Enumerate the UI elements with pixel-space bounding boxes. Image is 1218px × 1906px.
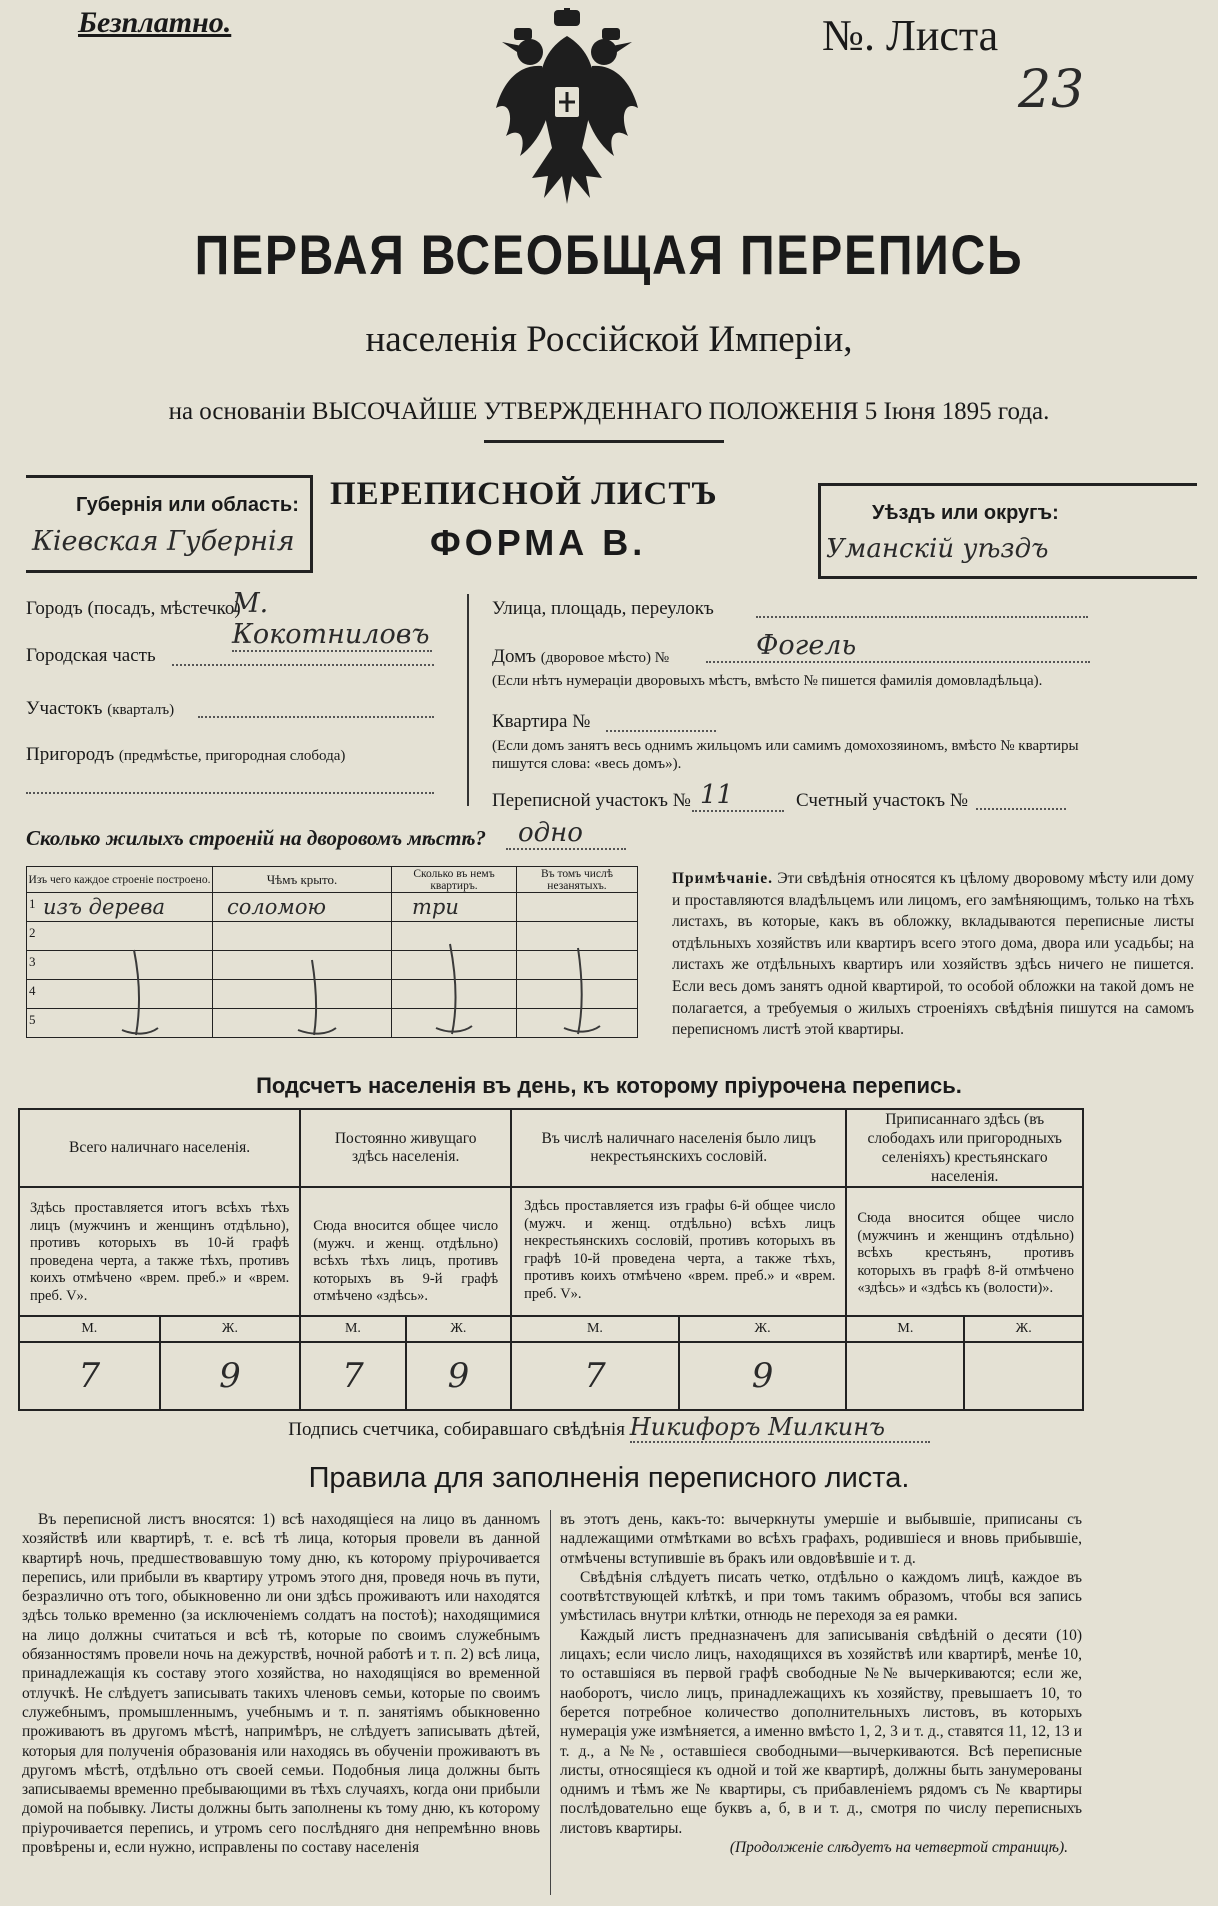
rules-paragraph: въ этотъ день, какъ-то: вычеркнуты умершіе и выбывшіе, приписаны съ надлежащими отмѣтками во всѣхъ графахъ, родившіеся и вновь прибывшіе, отмѣчены вступившіе въ бракъ или овдовѣвшіе и т. д.	[560, 1511, 1082, 1567]
table-row: 2	[27, 922, 638, 951]
buildings-header-vacant: Въ томъ числѣ незанятыхъ.	[517, 867, 638, 893]
legal-basis: на основаніи ВЫСОЧАЙШЕ УТВЕРЖДЕННАГО ПОЛОЖЕНІЯ 5 Іюня 1895 года.	[168, 398, 1050, 425]
total-female-cell[interactable]: 9	[160, 1342, 301, 1410]
female-header: Ж.	[160, 1316, 301, 1342]
female-header: Ж.	[679, 1316, 847, 1342]
district-value[interactable]: Уманскій уѣздъ	[826, 534, 1049, 564]
house-label: Домъ (дворовое мѣсто) №	[492, 646, 670, 667]
peasant-female-cell[interactable]	[964, 1342, 1083, 1410]
building-material-cell[interactable]: изъ дерева	[43, 895, 166, 919]
suburb-field[interactable]	[26, 780, 434, 794]
city-part-field[interactable]	[172, 648, 434, 666]
female-header: Ж.	[964, 1316, 1083, 1342]
district-label: Уѣздъ или округъ:	[872, 502, 1059, 524]
free-label: Безплатно.	[78, 6, 232, 39]
table-row: 1 изъ дерева соломою три	[27, 893, 638, 922]
summary-title: Подсчетъ населенія въ день, къ которому пріурочена перепись.	[256, 1073, 962, 1098]
buildings-header-material: Изъ чего каждое строеніе построено.	[27, 867, 213, 893]
street-field[interactable]	[756, 600, 1088, 618]
summary-text-nonpeasant: Здѣсь проставляется изъ графы 6-й общее число (мужч. и женщ. отдѣльно) всѣхъ лицъ некрестьянскихъ сословій, противъ которыхъ въ графѣ 10-й проведена черта, а также тѣхъ, противъ коихъ отмѣчено «врем. преб.» и «врем. преб. V».	[511, 1187, 846, 1316]
summary-heading-nonpeasant: Въ числѣ наличнаго населенія было лицъ некрестьянскихъ сословій.	[511, 1109, 846, 1187]
district-box	[818, 483, 1197, 579]
province-value[interactable]: Кіевская Губернія	[32, 526, 295, 557]
male-header: М.	[19, 1316, 160, 1342]
house-value[interactable]: Фогель	[706, 630, 1090, 663]
rules-column-1: Въ переписной листъ вносятся: 1) всѣ находящіеся на лицо въ данномъ хозяйствѣ или квартирѣ, т. е. всѣ тѣ лица, которыя провели въ данной квартирѣ ночь, предшествовавшую тому дню, къ которому пріурочивается перепись, или прибыли въ квартиру утромъ этого дня, проведя ночь въ пути, безразлично отъ того, обыкновенно ли они здѣсь проживаютъ или находятся здѣсь только временно (за исключеніемъ солдатъ на постоѣ); находящимися на лицо должны считаться и всѣ тѣ, которые по своимъ служебнымъ обязанностямъ провели ночь на дежурствѣ, ночной работѣ и т. п. 2) всѣ лица, принадлежащія къ составу этого хозяйства, но находящіяся во временной отлучкѣ. Не слѣдуетъ записывать такихъ членовъ семьи, которые по своимъ служебнымъ, промышленнымъ, учебнымъ и т. п. занятіямъ обыкновенно проживаютъ въ другомъ мѣстѣ, напримѣръ, не слѣдуетъ записывать дѣтей, которыя для полученія образованія или находясь въ обученіи проживаютъ въ другомъ мѣстѣ, отдѣльно отъ своей семьи. Подобныя лица должны быть записываемы временно пребывающими въ тѣхъ случаяхъ, когда они прибыли домой на побывку. Листы должны быть заполнены къ тому дню, къ которому пріурочивается перепись, и утромъ сего послѣдняго дня непремѣнно вновь провѣрены и, если нужно, исправлены по составу населенія	[22, 1511, 540, 1857]
precinct-field[interactable]	[198, 700, 434, 718]
form-title: ПЕРЕПИСНОЙ ЛИСТЪ	[330, 476, 718, 512]
buildings-answer[interactable]: одно	[506, 818, 626, 850]
building-vacant-cell[interactable]	[517, 893, 638, 922]
rules-continued: (Продолженіе слѣдуетъ на четвертой страницѣ).	[729, 1839, 1068, 1857]
signature-value[interactable]: Никифоръ Милкинъ	[630, 1413, 930, 1443]
total-male-cell[interactable]: 7	[19, 1342, 160, 1410]
pencil-strike-marks	[26, 930, 638, 1050]
table-row: 3	[27, 951, 638, 980]
apartment-note: (Если домъ занятъ весь однимъ жильцомъ или самимъ домохозяиномъ, вмѣсто № квартиры пишутся слова: «весь домъ»).	[492, 738, 1079, 772]
buildings-header-roof: Чѣмъ крыто.	[213, 867, 392, 893]
rules-title: Правила для заполненія переписного листа.	[308, 1462, 910, 1494]
male-header: М.	[511, 1316, 679, 1342]
rules-column-2	[560, 1510, 1082, 1857]
table-row: 5	[27, 1009, 638, 1038]
location-separator	[467, 594, 469, 806]
sub-title: населенія Россійской Имперіи,	[365, 319, 853, 360]
buildings-question: Сколько жилыхъ строеній на дворовомъ мѣстѣ?	[26, 826, 487, 850]
suburb-label: Пригородъ (предмѣстье, пригородная слобода)	[26, 744, 346, 765]
street-label: Улица, площадь, переулокъ	[492, 598, 714, 619]
form-subtitle: ФОРМА В.	[430, 522, 647, 563]
building-roof-cell[interactable]: соломою	[213, 893, 392, 922]
province-label: Губернія или область:	[76, 494, 299, 516]
female-header: Ж.	[406, 1316, 511, 1342]
summary-text-peasant: Сюда вносится общее число (мужчинъ и женщинъ отдѣльно) всѣхъ крестьянъ, противъ которыхъ въ графѣ 8-й отмѣчено «здѣсь» и «здѣсь къ (волости)».	[846, 1187, 1083, 1316]
male-header: М.	[300, 1316, 405, 1342]
buildings-note: Примѣчаніе. Эти свѣдѣнія относятся къ цѣлому дворовому мѣсту или дому и проставляются владѣльцемъ или лицомъ, его замѣняющимъ, только на тѣхъ листахъ, въ которые, какъ въ обложку, вкладываются переписные листы отдѣльныхъ хозяйствъ или квартиръ всего этого дома, двора или усадьбы; на листахъ же отдѣльныхъ квартиръ или хозяйствъ здѣсь ничего не пишется. Если весь домъ занятъ одной квартирой, то особой обложки на такой домъ не полагается, а требуемыя о жилыхъ строеніяхъ свѣдѣнія пишутся на самомъ переписномъ листѣ этой квартиры.	[672, 870, 1194, 1039]
town-label: Городъ (посадъ, мѣстечко)	[26, 598, 241, 619]
signature-label: Подпись счетчика, собиравшаго свѣдѣнія	[288, 1419, 625, 1440]
nonpeasant-male-cell[interactable]: 7	[511, 1342, 679, 1410]
buildings-header-apartments: Сколько въ немъ квартиръ.	[392, 867, 517, 893]
precinct-label: Участокъ (кварталъ)	[26, 698, 175, 719]
rules-paragraph: Свѣдѣнія слѣдуетъ писать четко, отдѣльно о каждомъ лицѣ, каждое въ соотвѣтствующей клѣткѣ, и при томъ такимъ образомъ, чтобы вся запись умѣстилась внутри клѣтки, отнюдь не переходя за ея рамки.	[560, 1568, 1082, 1625]
resident-male-cell[interactable]: 7	[300, 1342, 405, 1410]
peasant-male-cell[interactable]	[846, 1342, 964, 1410]
apartment-field[interactable]	[606, 714, 716, 732]
province-box	[26, 475, 313, 573]
summary-table	[18, 1108, 1084, 1411]
sheet-number-handwritten: 23	[1018, 60, 1085, 120]
main-title: ПЕРВАЯ ВСЕОБЩАЯ ПЕРЕПИСЬ	[194, 223, 1024, 286]
rules-paragraph: Каждый листъ предназначенъ для записыванія свѣдѣній о десяти (10) лицахъ; если число лицъ, находящихся въ хозяйствѣ или квартирѣ, менѣе 10, то оставшіяся въ первой графѣ свободные №№ вычеркиваются; если же, наоборотъ, число лицъ, принадлежащихъ къ хозяйству, превышаетъ 10, то берется потребное количество дополнительныхъ листовъ, въ которыхъ нумерація уже измѣняется, а именно вмѣсто 1, 2, 3 и т. д., ставятся 11, 12, 13 и т. д., а №№, оставшіеся свободными—вычеркиваются. Всѣ переписные листы, относящіеся къ одной и той же квартирѣ, должны быть занумерованы однимъ и тѣмъ же № квартиры, съ прибавленіемъ рядомъ съ № квартиры послѣдовательно еще буквъ а, б, в и т. д., смотря по числу переписныхъ листовъ квартиры.	[560, 1626, 1082, 1837]
table-row: 4	[27, 980, 638, 1009]
census-area-label: Переписной участокъ №	[492, 790, 691, 811]
summary-text-total: Здѣсь проставляется итогъ всѣхъ тѣхъ лицъ (мужчинъ и женщинъ отдѣльно), противъ которыхъ въ 10-й графѣ проведена черта, а также тѣхъ, противъ коихъ отмѣчено «врем. преб.» и «врем. преб. V».	[19, 1187, 300, 1316]
apartment-label: Квартира №	[492, 711, 591, 732]
city-part-label: Городская часть	[26, 645, 156, 666]
census-area-value[interactable]: 11	[692, 780, 784, 812]
male-header: М.	[846, 1316, 964, 1342]
counting-area-field[interactable]	[976, 794, 1066, 810]
summary-text-resident: Сюда вносится общее число (мужч. и женщ. отдѣльно) всѣхъ тѣхъ лицъ, противъ которыхъ въ 9-й графѣ отмѣчено «здѣсь».	[300, 1187, 511, 1316]
double-headed-eagle-icon	[492, 8, 642, 208]
house-note: (Если нѣтъ нумераціи дворовыхъ мѣстъ, вмѣсто № пишется фамилія домовладѣльца).	[492, 673, 1043, 689]
building-apartments-cell[interactable]: три	[392, 893, 517, 922]
rules-column-separator	[550, 1510, 551, 1895]
summary-heading-peasant: Приписаннаго здѣсь (въ слободахъ или пригородныхъ селеніяхъ) крестьянскаго населенія.	[846, 1109, 1083, 1187]
nonpeasant-female-cell[interactable]: 9	[679, 1342, 847, 1410]
sheet-number-label: №. Листа	[822, 11, 999, 60]
signature-row	[0, 1413, 1218, 1443]
resident-female-cell[interactable]: 9	[406, 1342, 511, 1410]
title-rule	[484, 440, 724, 443]
counting-area-label: Счетный участокъ №	[796, 790, 968, 811]
town-value[interactable]: М. Кокотниловъ	[232, 588, 432, 652]
summary-heading-resident: Постоянно живущаго здѣсь населенія.	[300, 1109, 511, 1187]
summary-heading-total: Всего наличнаго населенія.	[19, 1109, 300, 1187]
